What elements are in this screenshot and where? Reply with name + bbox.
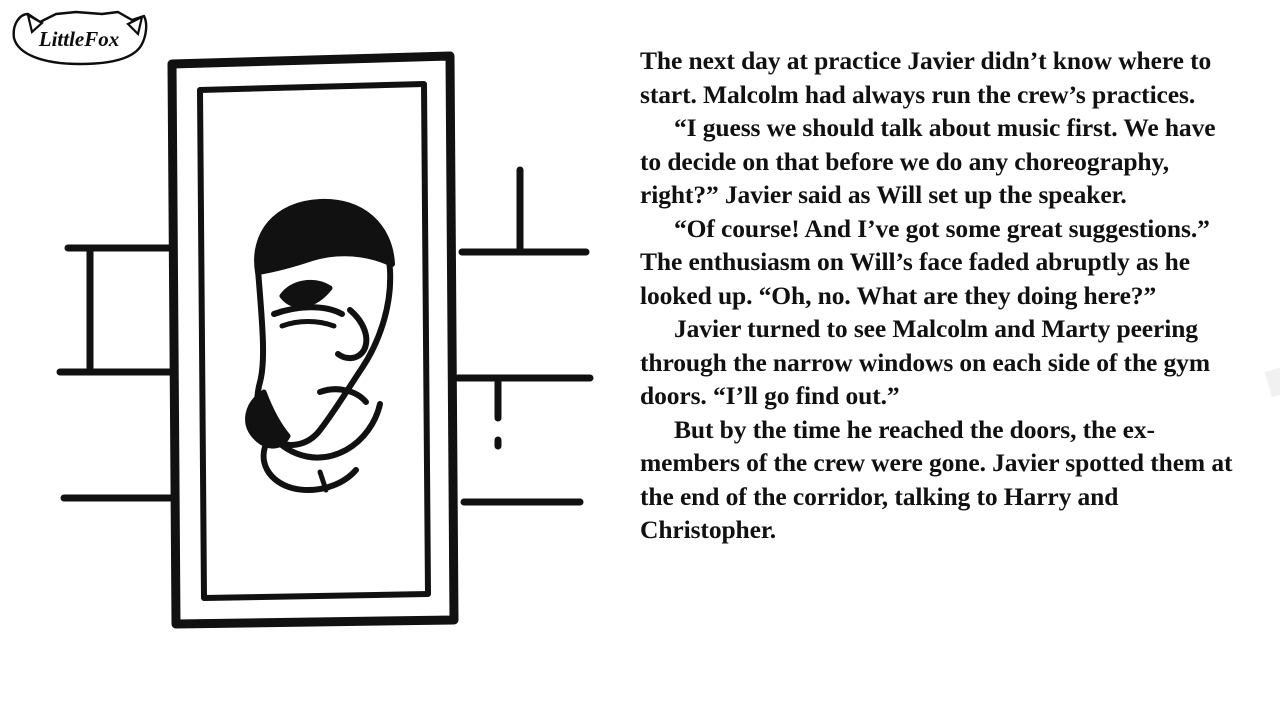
logo-text: LittleFox: [38, 27, 120, 51]
story-paragraph: Javier turned to see Malcolm and Marty peering through the narrow windows on each side of the gym doors. “I’ll go find out.”: [640, 314, 1210, 410]
gym-door-window-illustration: [20, 20, 620, 660]
story-paragraph: The next day at practice Javier didn’t know where to start. Malcolm had always run the crew’s practices.: [640, 46, 1212, 109]
story-paragraph: “Of course! And I’ve got some great suggestions.” The enthusiasm on Will’s face faded abruptly as he looked up. “Oh, no. What are they doing here?”: [640, 213, 1210, 310]
story-paragraph: “I guess we should talk about music first. We have to decide on that before we do any choreography, right?” Javier said as Will set up the speaker.: [640, 113, 1216, 209]
story-paragraph: But by the time he reached the doors, the ex-members of the crew were gone. Javier spotted them at the end of the corridor, talking to Harry and Christopher.: [640, 414, 1233, 544]
story-text: [640, 44, 1236, 547]
